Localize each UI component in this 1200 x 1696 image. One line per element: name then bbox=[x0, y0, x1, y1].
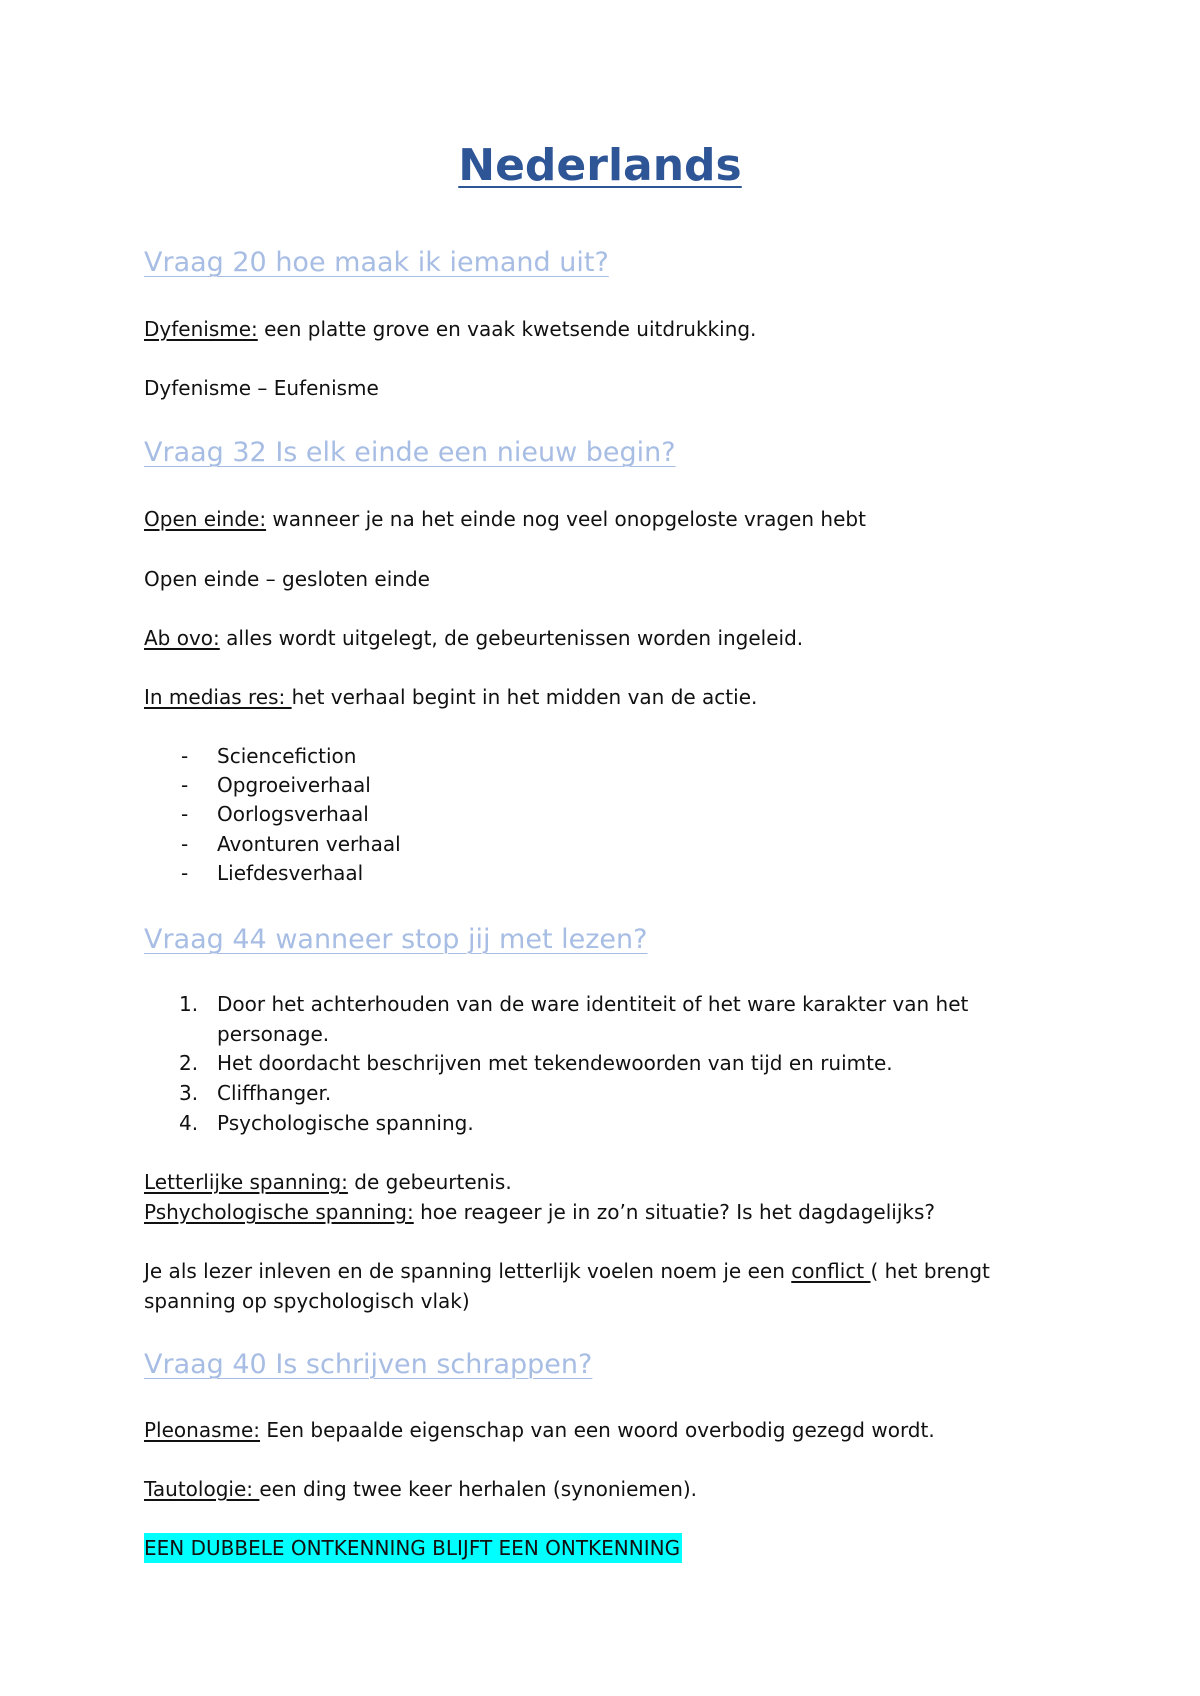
term-conflict: conflict bbox=[791, 1259, 871, 1283]
definition-text: een ding twee keer herhalen (synoniemen). bbox=[259, 1477, 698, 1501]
definition-letterlijke-spanning bbox=[144, 1167, 512, 1197]
list-item-text: personage. bbox=[217, 1022, 330, 1046]
term-label: Pshychologische spanning: bbox=[144, 1200, 414, 1224]
term-label: Tautologie: bbox=[144, 1477, 260, 1501]
list-item-text: Opgroeiverhaal bbox=[217, 773, 371, 797]
list-item-text: Het doordacht beschrijven met tekendewoorden van tijd en ruimte. bbox=[217, 1051, 893, 1075]
term-label: In medias res: bbox=[144, 685, 292, 709]
paragraph-dyfenisme-eufenisme: Dyfenisme – Eufenisme bbox=[144, 376, 379, 400]
definition-text: een platte grove en vaak kwetsende uitdrukking. bbox=[257, 317, 757, 341]
term-label: Open einde: bbox=[144, 507, 267, 531]
bullet-marker: - bbox=[181, 802, 189, 826]
definition-open-einde bbox=[144, 504, 866, 534]
list-number: 4. bbox=[179, 1111, 199, 1135]
genre-bullet-list bbox=[144, 741, 744, 891]
list-number: 1. bbox=[179, 992, 199, 1016]
section-heading-vraag-44: Vraag 44 wanneer stop jij met lezen? bbox=[144, 924, 648, 955]
bullet-marker: - bbox=[181, 832, 189, 856]
definition-text: de gebeurtenis. bbox=[347, 1170, 512, 1194]
term-label: Ab ovo: bbox=[144, 626, 220, 650]
bullet-marker: - bbox=[181, 773, 189, 797]
definition-psychologische-spanning bbox=[144, 1197, 935, 1227]
definition-text: Een bepaalde eigenschap van een woord overbodig gezegd wordt. bbox=[260, 1418, 935, 1442]
definition-dyfenisme bbox=[144, 314, 756, 344]
term-label: Pleonasme: bbox=[144, 1418, 261, 1442]
paragraph-conflict-line-1 bbox=[144, 1256, 990, 1286]
page-title: Nederlands bbox=[458, 140, 742, 191]
paragraph-text: Je als lezer inleven en de spanning letterlijk voelen noem je een bbox=[144, 1259, 792, 1283]
paragraph-conflict-line-2: spanning op spychologisch vlak) bbox=[144, 1289, 470, 1313]
term-label: Dyfenisme: bbox=[144, 317, 258, 341]
section-heading-vraag-40: Vraag 40 Is schrijven schrappen? bbox=[144, 1349, 593, 1380]
paragraph-text: ( het brengt bbox=[870, 1259, 990, 1283]
section-heading-vraag-32: Vraag 32 Is elk einde een nieuw begin? bbox=[144, 437, 676, 468]
list-item-text: Liefdesverhaal bbox=[217, 861, 364, 885]
list-item-text: Psychologische spanning. bbox=[217, 1111, 474, 1135]
list-item-text: Door het achterhouden van de ware identiteit of het ware karakter van het bbox=[217, 992, 969, 1016]
numbered-list bbox=[144, 989, 1044, 1139]
definition-text: wanneer je na het einde nog veel onopgeloste vragen hebt bbox=[266, 507, 866, 531]
definition-in-medias-res bbox=[144, 682, 757, 712]
list-item-text: Avonturen verhaal bbox=[217, 832, 401, 856]
section-heading-vraag-20: Vraag 20 hoe maak ik iemand uit? bbox=[144, 247, 609, 278]
bullet-marker: - bbox=[181, 744, 189, 768]
definition-text: alles wordt uitgelegt, de gebeurtenissen worden ingeleid. bbox=[219, 626, 804, 650]
definition-text: hoe reageer je in zo’n situatie? Is het dagdagelijks? bbox=[413, 1200, 936, 1224]
definition-pleonasme bbox=[144, 1415, 935, 1445]
definition-text: het verhaal begint in het midden van de actie. bbox=[291, 685, 758, 709]
paragraph-open-gesloten-einde: Open einde – gesloten einde bbox=[144, 567, 430, 591]
list-item-text: Oorlogsverhaal bbox=[217, 802, 369, 826]
list-item-text: Sciencefiction bbox=[217, 744, 357, 768]
highlighted-rule: EEN DUBBELE ONTKENNING BLIJFT EEN ONTKENNING bbox=[144, 1533, 682, 1563]
bullet-marker: - bbox=[181, 861, 189, 885]
definition-tautologie bbox=[144, 1474, 697, 1504]
list-number: 3. bbox=[179, 1081, 199, 1105]
list-number: 2. bbox=[179, 1051, 199, 1075]
term-label: Letterlijke spanning: bbox=[144, 1170, 348, 1194]
definition-ab-ovo bbox=[144, 623, 803, 653]
list-item-text: Cliffhanger. bbox=[217, 1081, 332, 1105]
